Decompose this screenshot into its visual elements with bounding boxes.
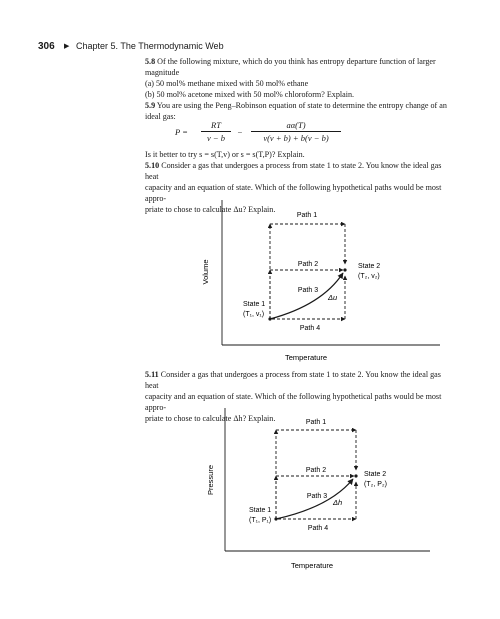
path3-label: Path 3 <box>297 287 319 294</box>
x-axis-label: Temperature <box>284 353 328 362</box>
path1-label: Path 1 <box>296 212 318 219</box>
problem-5-9-question: Is it better to try s = s(T,v) or s = s(T,P)? Explain. <box>145 150 305 159</box>
eq-denominator-2: v(v + b) + b(v − b) <box>263 133 329 143</box>
path1-label: Path 1 <box>305 419 327 426</box>
delta-label: Δu <box>328 293 338 302</box>
eq-numerator-1: RT <box>211 120 221 130</box>
problem-number: 5.10 <box>145 161 160 170</box>
state2-coords: (T₂, P₂) <box>364 481 387 488</box>
state1-label: State 1 <box>243 301 266 308</box>
problem-text-cont: magnitude <box>145 68 180 77</box>
path2-label: Path 2 <box>297 261 319 268</box>
problem-text-cont: capacity and an equation of state. Which of the following hypothetical paths would be most appro- <box>145 392 442 412</box>
delta-label: Δh <box>333 498 343 507</box>
chapter-title: Chapter 5. The Thermodynamic Web <box>76 41 224 51</box>
eq-lhs: P = <box>175 127 188 137</box>
y-axis-label: Pressure <box>206 464 215 496</box>
eq-denominator-1: v − b <box>206 133 225 143</box>
state2-point <box>354 474 357 477</box>
x-axis-label: Temperature <box>290 561 334 570</box>
option-a: (a) 50 mol% methane mixed with 50 mol% ethane <box>145 79 309 88</box>
y-axis-label: Volume <box>201 259 210 285</box>
problem-text-cont: capacity and an equation of state. Which of the following hypothetical paths would be most appro- <box>145 183 442 203</box>
problem-number: 5.9 <box>145 101 156 110</box>
problem-text-cont: ideal gas: <box>145 112 176 121</box>
problem-text: Of the following mixture, which do you think has entropy departure function of larger <box>157 57 436 66</box>
eq-minus: − <box>237 127 243 137</box>
problem-number: 5.8 <box>145 57 156 66</box>
path2-label: Path 2 <box>305 467 327 474</box>
state1-point <box>274 517 277 520</box>
option-b: (b) 50 mol% acetone mixed with 50 mol% chloroform? Explain. <box>145 90 355 99</box>
header-arrow-icon: ▶ <box>64 42 70 50</box>
path4-label: Path 4 <box>299 325 321 332</box>
problem-text: Consider a gas that undergoes a process from state 1 to state 2. You know the ideal gas heat <box>145 370 441 390</box>
state1-coords: (T₁, P₁) <box>249 517 272 524</box>
path4-label: Path 4 <box>307 525 329 532</box>
problem-number: 5.11 <box>145 370 159 379</box>
path3-label: Path 3 <box>306 493 328 500</box>
state1-coords: (T₁, v₁) <box>243 311 265 318</box>
state2-label: State 2 <box>364 471 387 478</box>
problem-text-cont: priate to chose to calculate Δu? Explain. <box>145 205 276 214</box>
problem-text: You are using the Peng–Robinson equation of state to determine the entropy change of an <box>156 101 447 110</box>
page-number: 306 <box>38 41 55 52</box>
state2-label: State 2 <box>358 263 381 270</box>
state2-coords: (T₂, v₂) <box>358 273 380 280</box>
problem-text: Consider a gas that undergoes a process from state 1 to state 2. You know the ideal gas heat <box>145 161 442 181</box>
problem-text-cont: priate to chose to calculate Δh? Explain. <box>145 414 276 423</box>
eq-numerator-2: aα(T) <box>286 120 306 130</box>
state1-label: State 1 <box>249 507 272 514</box>
